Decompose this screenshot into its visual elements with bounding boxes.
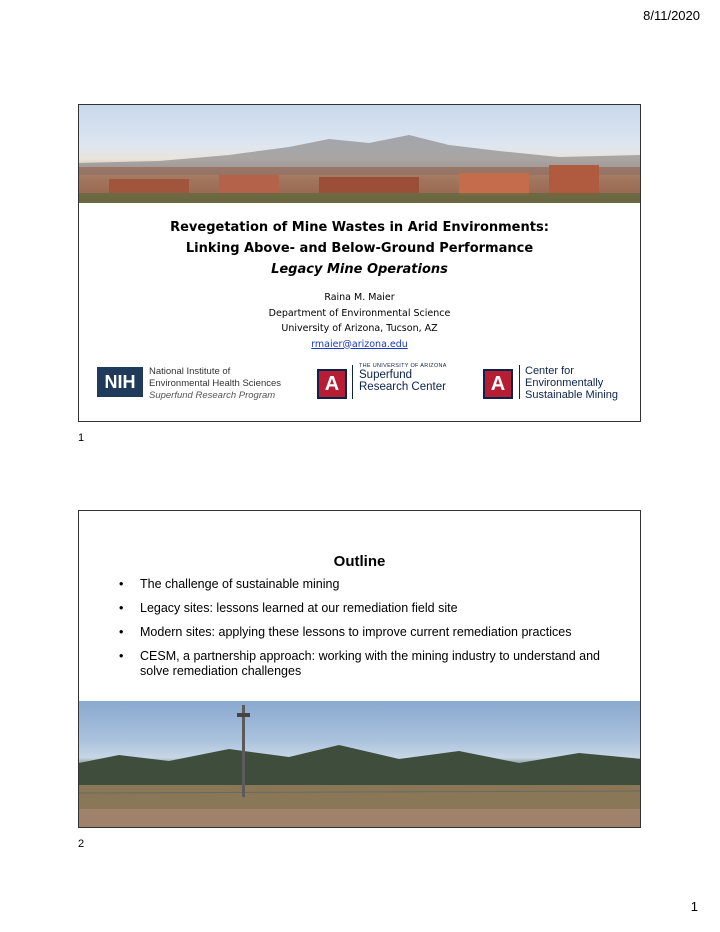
slide-2 [78, 510, 641, 828]
list-item: • The challenge of sustainable mining [119, 577, 620, 592]
weather-tower [242, 705, 245, 797]
author-block [79, 290, 640, 352]
slide-1-number: 1 [78, 432, 85, 444]
page-number: 1 [690, 899, 698, 914]
nih-line-1: National Institute of [149, 366, 231, 377]
university-of-arizona-logo: A [317, 369, 347, 399]
list-item: • Modern sites: applying these lessons to improve current remediation practices [119, 625, 620, 640]
weather-tower-top [237, 713, 250, 717]
srf-line-2: Research Center [359, 381, 446, 393]
campus-panorama-image [79, 105, 640, 203]
cesm-logo [525, 365, 618, 401]
slide-2-number: 2 [78, 838, 85, 850]
cesm-line-3: Sustainable Mining [525, 389, 618, 401]
list-item: • CESM, a partnership approach: working with the mining industry to understand and solve remediation challenges [119, 649, 620, 679]
niehs-logo-text [149, 366, 281, 402]
title-line-3: Legacy Mine Operations [271, 262, 448, 277]
nih-line-2: Environmental Health Sciences [149, 378, 282, 389]
author-email-link[interactable]: rmaier@arizona.edu [311, 338, 408, 350]
field-site-landscape-image [79, 701, 640, 827]
logo-row [79, 363, 640, 409]
nih-line-3: Superfund Research Program [149, 390, 276, 401]
nih-logo: NIH [97, 367, 143, 397]
logo-divider [352, 365, 353, 399]
srf-small-text: THE UNIVERSITY OF ARIZONA [359, 363, 447, 369]
university-of-arizona-logo-2: A [483, 369, 513, 399]
list-item: • Legacy sites: lessons learned at our remediation field site [119, 601, 620, 616]
logo-divider-2 [519, 365, 520, 399]
cesm-line-2: Environmentally [525, 377, 604, 389]
srf-line-1: Superfund [359, 369, 413, 381]
print-date: 8/11/2020 [643, 8, 700, 23]
superfund-research-center-logo [359, 363, 447, 393]
author-university: University of Arizona, Tucson, AZ [281, 323, 438, 334]
title-line-2: Linking Above- and Below-Ground Performance [185, 241, 534, 256]
slide-1-title [79, 217, 640, 280]
outline-list [119, 577, 620, 688]
title-line-1: Revegetation of Mine Wastes in Arid Environments: [170, 220, 549, 235]
cesm-line-1: Center for [525, 365, 574, 377]
author-department: Department of Environmental Science [268, 307, 451, 319]
slide-2-title: Outline [333, 553, 386, 570]
author-name: Raina M. Maier [324, 292, 395, 303]
slide-1 [78, 104, 641, 422]
